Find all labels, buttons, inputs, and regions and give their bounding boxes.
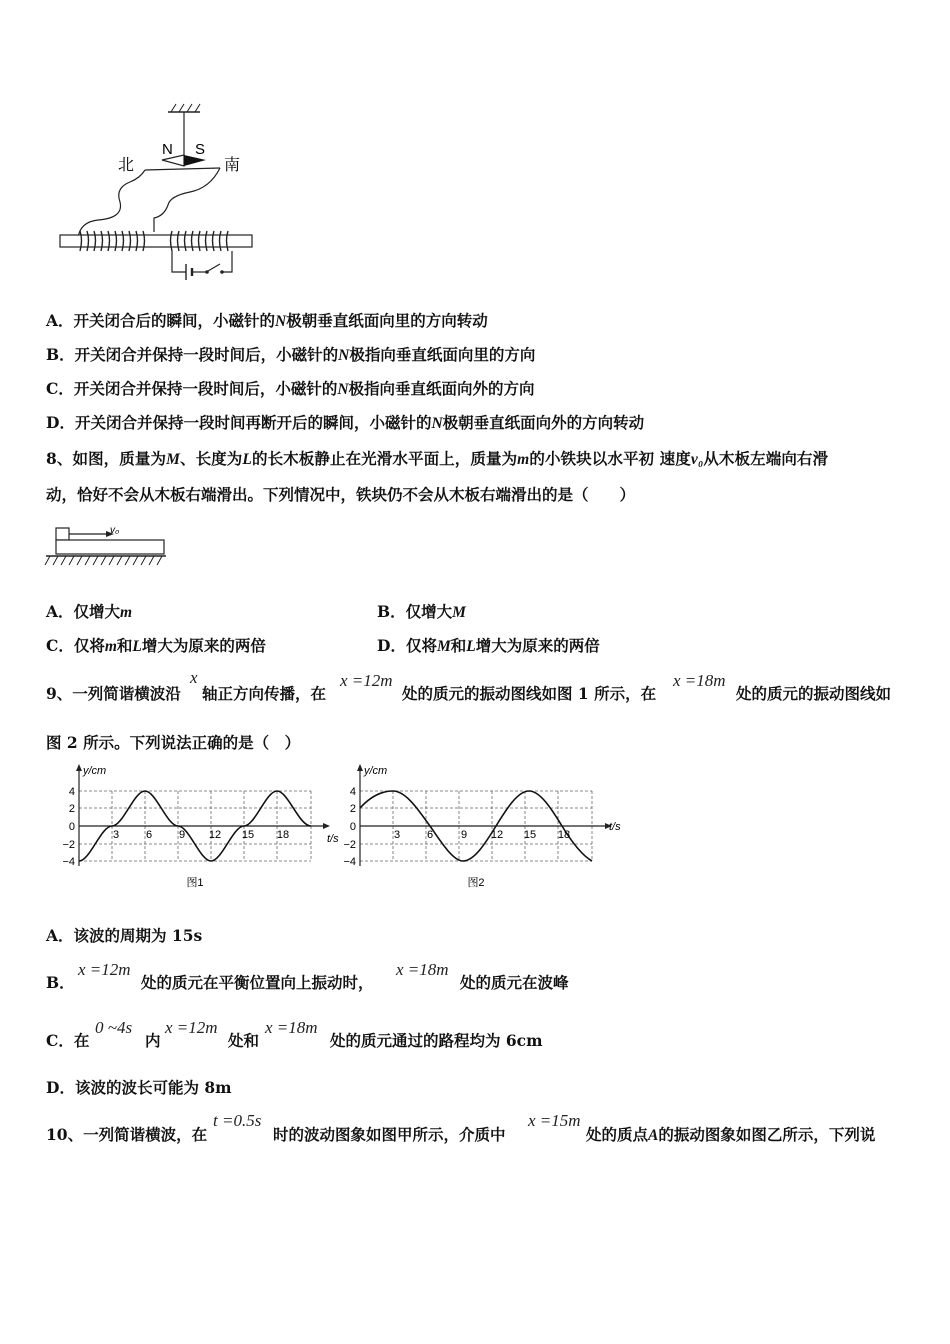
compass-coil-figure [50,100,260,285]
fig2-caption: 图2 [467,877,485,889]
q9-option-a: A．该波的周期为 15s [46,926,203,945]
q9-option-c-range: 0 ~4s [95,1018,133,1037]
label-n: N [162,141,173,158]
q9-option-d: D．该波的波长可能为 8m [46,1078,232,1097]
fig1-ytick: 4 [68,786,75,798]
fig1-ytick: −4 [62,856,75,868]
q9-option-c-label: C．在 [46,1031,90,1050]
fig2-xtick: 9 [460,829,468,841]
q10-stem-part1: 10、一列简谐横波，在 [46,1125,208,1144]
fig2-xlabel: t/s [609,821,621,833]
fig1-xtick: 18 [276,829,290,841]
q9-math-x18: x =18m [673,671,726,690]
q8-stem-line2: 动，恰好不会从木板右端滑出。下列情况中，铁块仍不会从木板右端滑出的是（ ） [46,485,636,504]
fig1-ytick: 2 [68,803,75,815]
q9-stem-line2: 图 2 所示。下列说法正确的是（ ） [46,733,301,752]
fig2-xtick: 18 [557,829,571,841]
q9-option-b-end: 处的质元在波峰 [460,973,569,992]
fig1-xtick: 12 [208,829,222,841]
label-north: 北 [118,157,135,174]
block-board-figure [44,520,169,575]
fig1-xtick: 15 [241,829,255,841]
q9-option-c-x18: x =18m [265,1018,318,1037]
q10-stem-part3: 处的质点A的振动图象如图乙所示，下列说 [586,1125,876,1144]
fig2-ylabel: y/cm [364,765,388,777]
q9-stem-part2: 轴正方向传播，在 [202,684,327,703]
fig2-xtick: 3 [393,829,401,841]
fig1-ylabel: y/cm [83,765,107,777]
q9-figure1 [55,762,345,892]
q8-stem-line1: 8、如图，质量为M、长度为L的长木板静止在光滑水平面上，质量为m的小铁块以水平初 速度v₀从木板左端向右滑 [46,449,829,468]
fig2-xtick: 6 [426,829,434,841]
q8-option-b: B．仅增大M [377,602,466,621]
q9-option-b-x12: x =12m [78,960,131,979]
fig1-xtick: 6 [145,829,153,841]
fig1-xtick: 3 [112,829,120,841]
fig2-ytick: 4 [349,786,356,798]
q9-math-x12: x =12m [340,671,393,690]
fig2-ytick: 2 [349,803,356,815]
fig2-ytick: 0 [349,821,356,833]
q9-option-c-in: 内 [145,1031,161,1050]
fig1-ytick: 0 [68,821,75,833]
q7-option-d: D．开关闭合并保持一段时间再断开后的瞬间，小磁针的N极朝垂直纸面向外的方向转动 [46,413,645,432]
fig1-xtick: 9 [178,829,186,841]
label-s: S [195,141,206,158]
q7-option-a: A．开关闭合后的瞬间，小磁针的N极朝垂直纸面向里的方向转动 [46,311,488,330]
fig1-caption: 图1 [186,877,204,889]
v0-label: v₀ [110,525,120,536]
q9-figure2 [333,762,628,892]
q10-math-t: t =0.5s [213,1111,262,1130]
q10-math-x: x =15m [528,1111,581,1130]
fig1-ytick: −2 [62,839,75,851]
fig2-ytick: −2 [343,839,356,851]
q9-option-b-mid: 处的质元在平衡位置向上振动时， [141,973,374,992]
q9-math-x: x [190,668,198,687]
q8-option-c: C．仅将m和L增大为原来的两倍 [46,636,266,655]
q7-option-b: B．开关闭合并保持一段时间后，小磁针的N极指向垂直纸面向里的方向 [46,345,536,364]
fig2-xtick: 12 [490,829,504,841]
label-south: 南 [224,157,241,174]
q9-stem-part3: 处的质元的振动图线如图 1 所示，在 [402,684,657,703]
q9-option-c-end: 处的质元通过的路程均为 6cm [330,1031,543,1050]
q10-stem-part2: 时的波动图象如图甲所示，介质中 [273,1125,506,1144]
q9-option-b-x18: x =18m [396,960,449,979]
q9-option-b-label: B． [46,973,75,992]
q8-option-a: A．仅增大m [46,602,133,621]
q8-option-d: D．仅将M和L增大为原来的两倍 [377,636,600,655]
q9-stem-part4: 处的质元的振动图线如 [736,684,892,703]
fig1-xlabel: t/s [327,833,339,845]
q9-option-c-x12: x =12m [165,1018,218,1037]
fig2-ytick: −4 [343,856,356,868]
q9-stem-part1: 9、一列简谐横波沿 [46,684,181,703]
q9-option-c-and: 处和 [228,1031,260,1050]
q7-option-c: C．开关闭合并保持一段时间后，小磁针的N极指向垂直纸面向外的方向 [46,379,535,398]
fig2-xtick: 15 [523,829,537,841]
